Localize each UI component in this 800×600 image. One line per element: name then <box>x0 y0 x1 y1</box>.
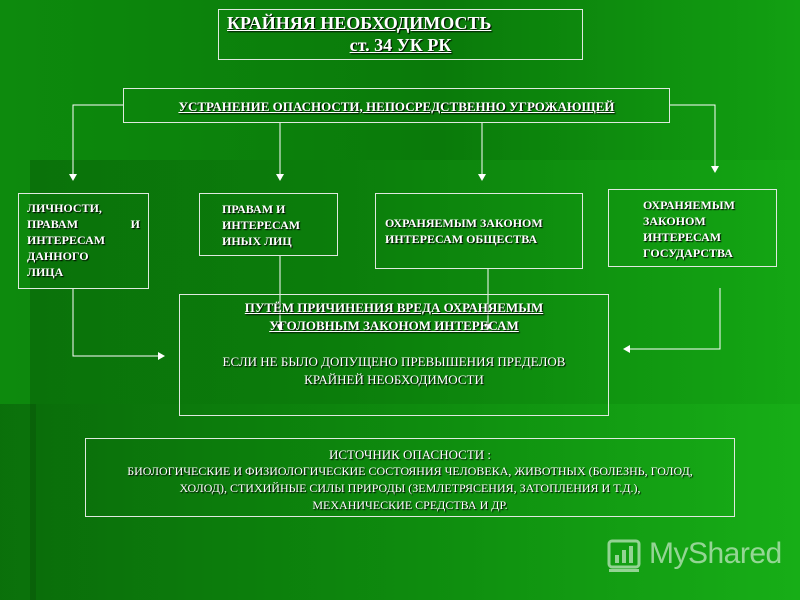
chart-icon <box>606 533 644 575</box>
category-society <box>375 193 583 269</box>
arrow-to-personal <box>73 105 123 180</box>
category-personal <box>18 193 149 289</box>
page-title <box>218 9 583 60</box>
category-others <box>199 193 338 256</box>
category-line: ИНТЕРЕСАМ <box>27 233 106 247</box>
category-line: ДАННОГО <box>27 249 89 263</box>
category-line: ИНТЕРЕСАМ ОБЩЕСТВА <box>385 232 538 246</box>
category-line: ЗАКОНОМ <box>643 214 706 228</box>
category-line: ИНЫХ ЛИЦ <box>222 234 292 248</box>
source-line-3: МЕХАНИЧЕСКИЕ СРЕДСТВА И ДР. <box>312 498 508 512</box>
category-line: ИНТЕРЕСАМ <box>222 218 301 232</box>
means-line-1: ПУТЁМ ПРИЧИНЕНИЯ ВРЕДА ОХРАНЯЕМЫМ <box>244 300 544 315</box>
category-line: ОХРАНЯЕМЫМ ЗАКОНОМ <box>385 216 543 230</box>
category-line: ЛИЧНОСТИ, <box>27 201 102 215</box>
source-line-2: ХОЛОД), СТИХИЙНЫЕ СИЛЫ ПРИРОДЫ (ЗЕМЛЕТРЯСЕНИЯ, ЗАТОПЛЕНИЯ И Т.Д.), <box>179 481 641 495</box>
source-line-1: БИОЛОГИЧЕСКИЕ И ФИЗИОЛОГИЧЕСКИЕ СОСТОЯНИЯ ЧЕЛОВЕКА, ЖИВОТНЫХ (БОЛЕЗНЬ, ГОЛОД, <box>127 464 693 478</box>
category-state <box>608 189 777 267</box>
source-heading: ИСТОЧНИК ОПАСНОСТИ : <box>328 447 492 462</box>
title-line-2: ст. 34 УК РК <box>349 35 452 55</box>
watermark-text: MyShared <box>649 537 782 570</box>
means-line-3: ЕСЛИ НЕ БЫЛО ДОПУЩЕНО ПРЕВЫШЕНИЯ ПРЕДЕЛОВ <box>222 354 566 369</box>
means-line-4: КРАЙНЕЙ НЕОБХОДИМОСТИ <box>304 372 484 387</box>
watermark-logo <box>606 533 786 575</box>
means-line-2: УГОЛОВНЫМ ЗАКОНОМ ИНТЕРЕСАМ <box>269 318 519 333</box>
arrow-to-state <box>670 105 715 172</box>
means-box <box>179 294 609 416</box>
category-line: ЛИЦА <box>27 265 64 279</box>
danger-source-box <box>85 438 735 517</box>
arrow-personal-to-means <box>73 289 164 356</box>
main-statement-box <box>123 88 670 123</box>
category-line: ИНТЕРЕСАМ <box>643 230 722 244</box>
category-line: ПРАВАМ И <box>27 217 140 231</box>
category-line: ПРАВАМ И <box>222 202 286 216</box>
category-line: ОХРАНЯЕМЫМ <box>643 198 735 212</box>
main-statement: УСТРАНЕНИЕ ОПАСНОСТИ, НЕПОСРЕДСТВЕННО УГРОЖАЮЩЕЙ <box>178 99 615 114</box>
category-line: ГОСУДАРСТВА <box>643 246 733 260</box>
title-line-1: КРАЙНЯЯ НЕОБХОДИМОСТЬ <box>227 13 492 33</box>
arrow-state-to-means <box>624 288 720 349</box>
